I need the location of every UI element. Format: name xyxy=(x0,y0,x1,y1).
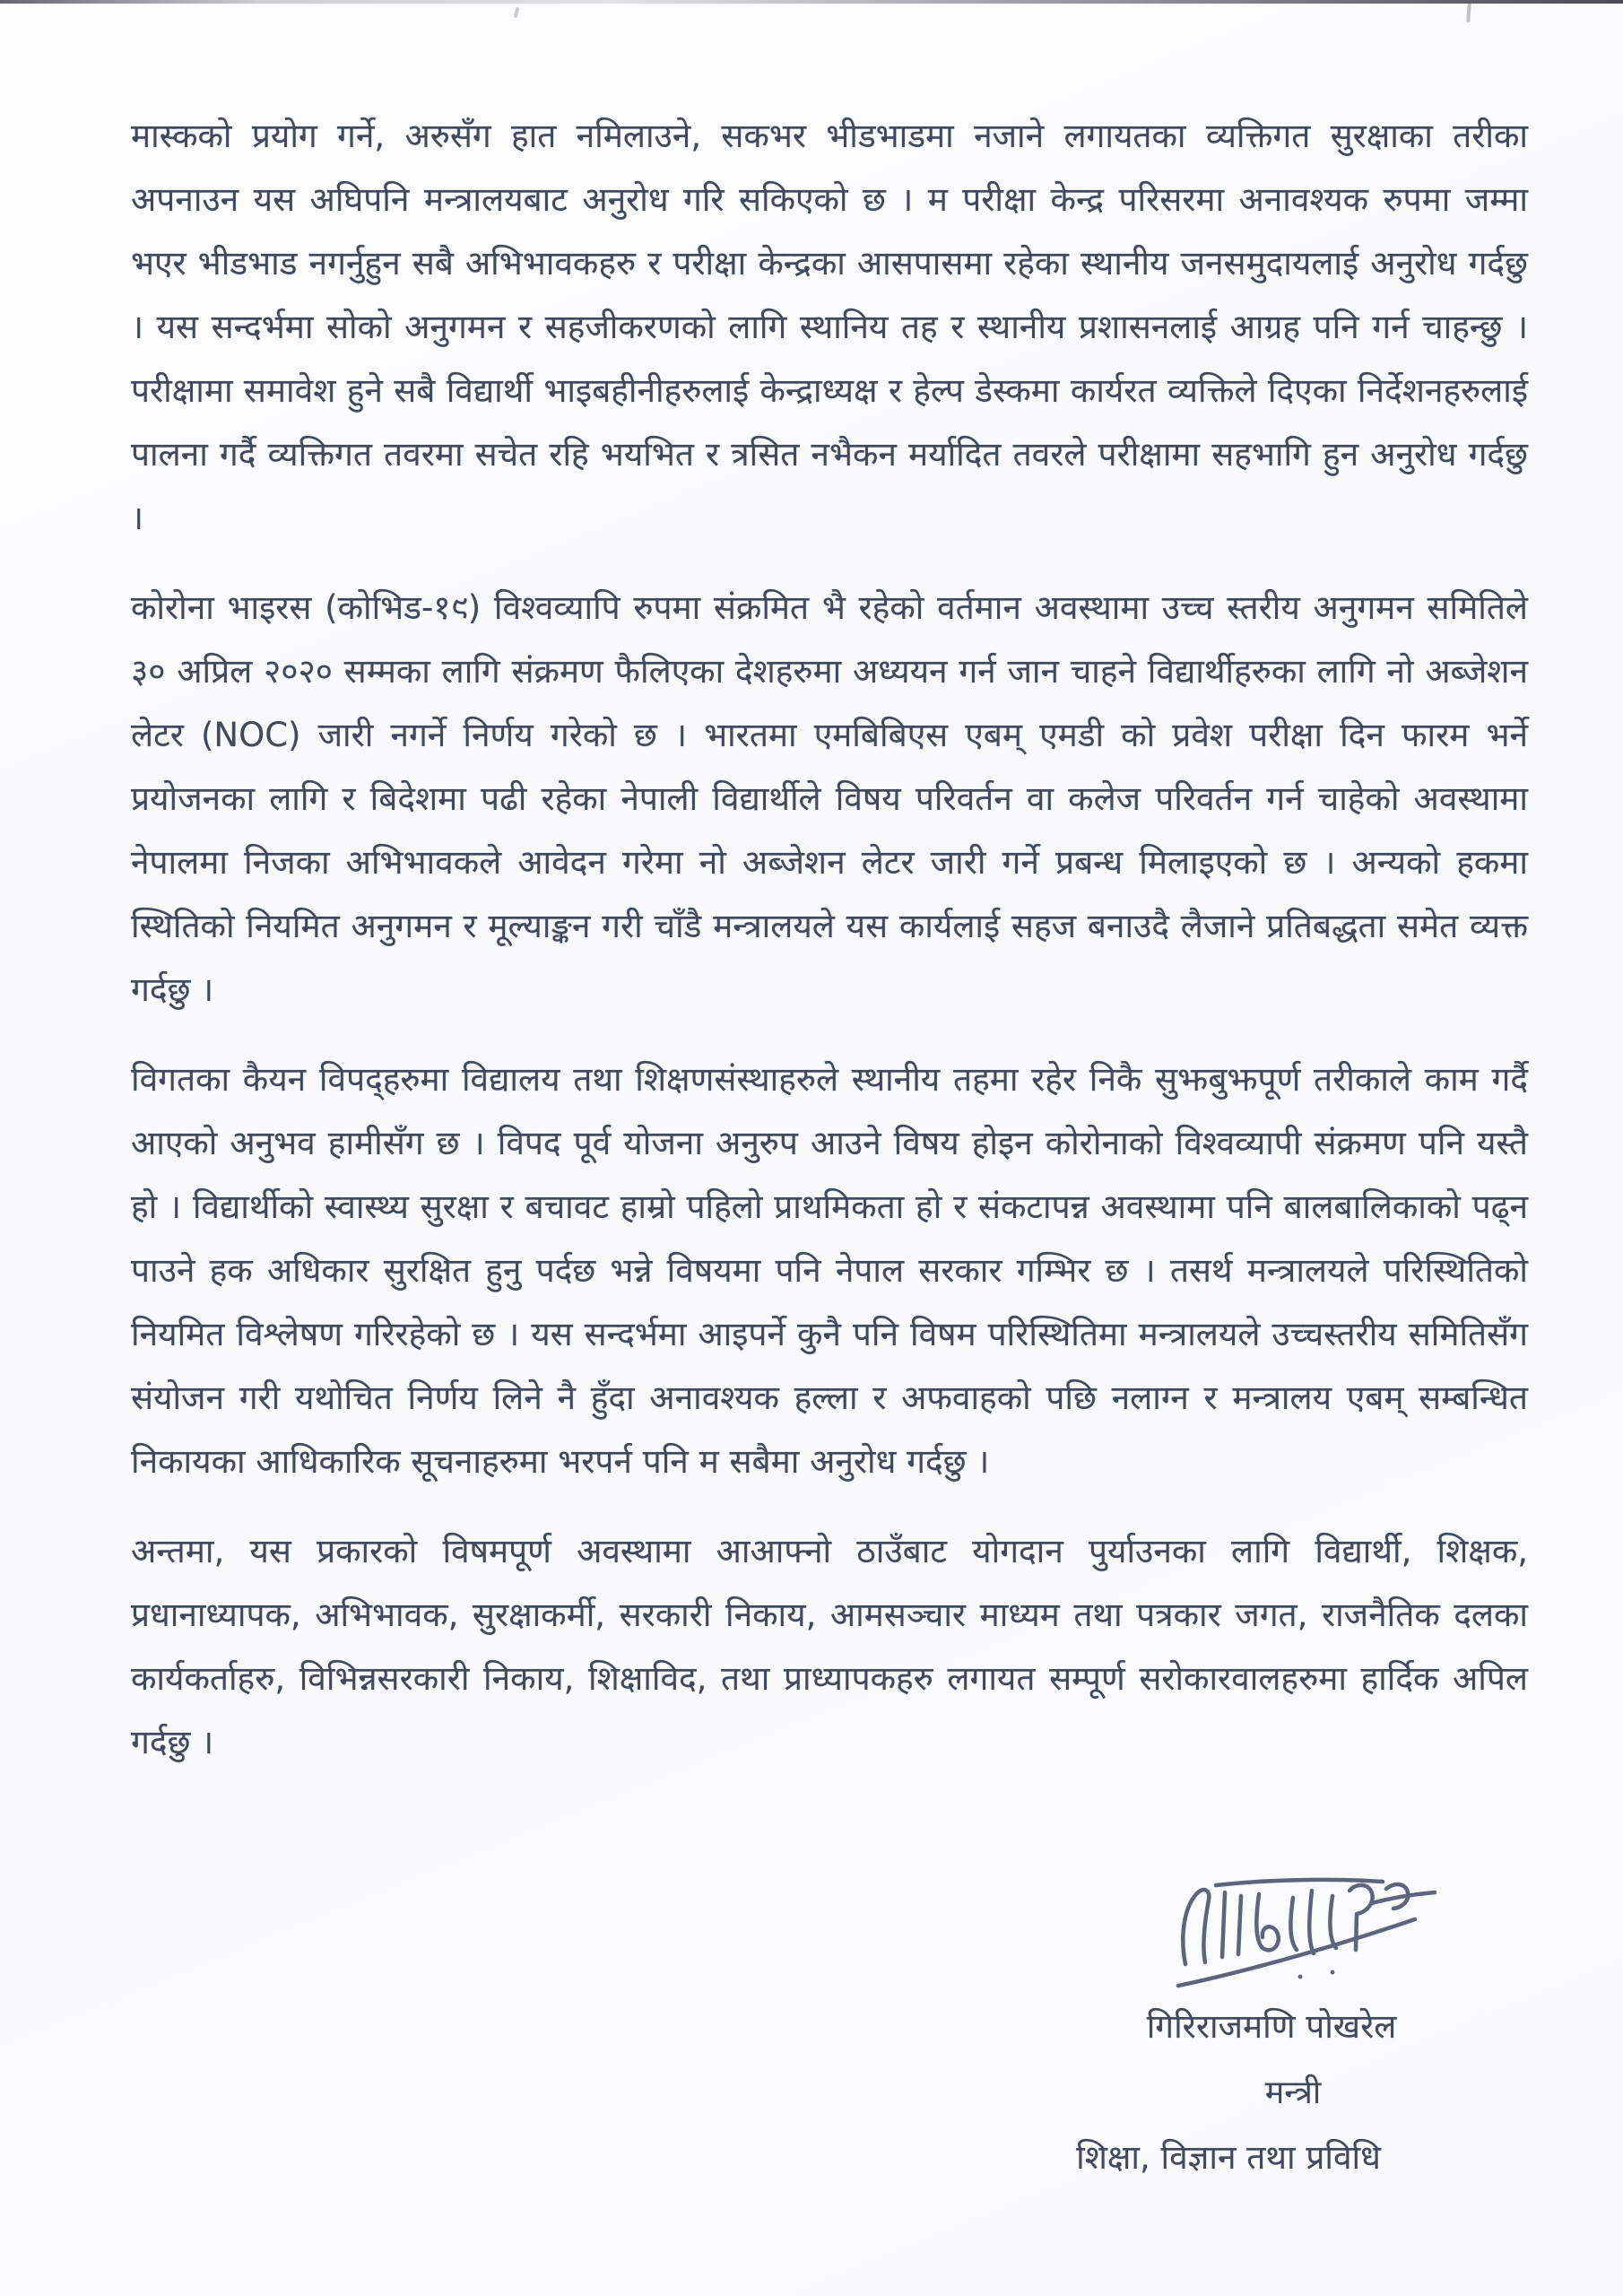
scan-speck xyxy=(514,7,519,19)
signatory-department: शिक्षा, विज्ञान तथा प्रविधि xyxy=(1076,2138,1381,2177)
signatory-name: गिरिराजमणि पोखरेल xyxy=(1146,2007,1397,2046)
letter-body xyxy=(131,104,1528,1800)
letter-paragraph-4: अन्तमा, यस प्रकारको विषमपूर्ण अवस्थामा आआफ्नो ठाउँबाट योगदान पुर्याउनका लागि विद्यार्थी, शिक्षक, प्रधानाध्यापक, अभिभावक, सुरक्षाकर्मी, सरकारी निकाय, आमसञ्चार माध्यम तथा पत्रकार जगत, राजनैतिक दलका कार्यकर्ताहरु, विभिन्नसरकारी निकाय, शिक्षाविद, तथा प्राध्यापकहरु लगायत सम्पूर्ण सरोकारवालहरुमा हार्दिक अपिल गर्दछु । xyxy=(131,1532,1528,1761)
scan-speck xyxy=(1466,3,1471,22)
signature-block xyxy=(1000,1867,1511,2179)
handwritten-signature xyxy=(1166,1867,1444,1993)
letter-paragraph-1: मास्कको प्रयोग गर्ने, अरुसँग हात नमिलाउने, सकभर भीडभाडमा नजाने लगायतका व्यक्तिगत सुरक्षाका तरीका अपनाउन यस अघिपनि मन्त्रालयबाट अनुरोध गरि सकिएको छ । म परीक्षा केन्द्र परिसरमा अनावश्यक रुपमा जम्मा भएर भीडभाड नगर्नुहुन सबै अभिभावकहरु र परीक्षा केन्द्रका आसपासमा रहेका स्थानीय जनसमुदायलाई अनुरोध गर्दछु । यस सन्दर्भमा सोको अनुगमन र सहजीकरणको लागि स्थानिय तह र स्थानीय प्रशासनलाई आग्रह पनि गर्न चाहन्छु । परीक्षामा समावेश हुने सबै विद्यार्थी भाइबहीनीहरुलाई केन्द्राध्यक्ष र हेल्प डेस्कमा कार्यरत व्यक्तिले दिएका निर्देशनहरुलाई पालना गर्दै व्यक्तिगत तवरमा सचेत रहि भयभित र त्रसित नभैकन मर्यादित तवरले परीक्षामा सहभागि हुन अनुरोध गर्दछु । xyxy=(131,117,1528,537)
scan-edge-artifact xyxy=(0,0,1623,4)
letter-paragraph-2: कोरोना भाइरस (कोभिड-१९) विश्वव्यापि रुपमा संक्रमित भै रहेको वर्तमान अवस्थामा उच्च स्तरीय अनुगमन समितिले ३० अप्रिल २०२० सम्मका लागि संक्रमण फैलिएका देशहरुमा अध्ययन गर्न जान चाहने विद्यार्थीहरुका लागि नो अब्जेशन लेटर (NOC) जारी नगर्ने निर्णय गरेको छ । भारतमा एमबिबिएस एबम् एमडी को प्रवेश परीक्षा दिन फारम भर्ने प्रयोजनका लागि र बिदेशमा पढी रहेका नेपाली विद्यार्थीले विषय परिवर्तन वा कलेज परिवर्तन गर्न चाहेको अवस्थामा नेपालमा निजका अभिभावकले आवेदन गरेमा नो अब्जेशन लेटर जारी गर्ने प्रबन्ध मिलाइएको छ । अन्यको हकमा स्थितिको नियमित अनुगमन र मूल्याङ्कन गरी चाँडै मन्त्रालयले यस कार्यलाई सहज बनाउदै लैजाने प्रतिबद्धता समेत व्यक्त गर्दछु । xyxy=(131,588,1528,1009)
letter-paragraph-3: विगतका कैयन विपद्हरुमा विद्यालय तथा शिक्षणसंस्थाहरुले स्थानीय तहमा रहेर निकै सुझबुझपूर्ण तरीकाले काम गर्दै आएको अनुभव हामीसँग छ । विपद पूर्व योजना अनुरुप आउने विषय होइन कोरोनाको विश्वव्यापी संक्रमण पनि यस्तै हो । विद्यार्थीको स्वास्थ्य सुरक्षा र बचावट हाम्रो पहिलो प्राथमिकता हो र संकटापन्न अवस्थामा पनि बालबालिकाको पढ्न पाउने हक अधिकार सुरक्षित हुनु पर्दछ भन्ने विषयमा पनि नेपाल सरकार गम्भिर छ । तसर्थ मन्त्रालयले परिस्थितिको नियमित विश्लेषण गरिरहेको छ । यस सन्दर्भमा आइपर्ने कुनै पनि विषम परिस्थितिमा मन्त्रालयले उच्चस्तरीय समितिसँग संयोजन गरी यथोचित निर्णय लिने नै हुँदा अनावश्यक हल्ला र अफवाहको पछि नलाग्न र मन्त्रालय एबम् सम्बन्धित निकायका आधिकारिक सूचनाहरुमा भरपर्न पनि म सबैमा अनुरोध गर्दछु । xyxy=(131,1060,1528,1481)
signatory-title: मन्त्री xyxy=(1264,2074,1322,2111)
